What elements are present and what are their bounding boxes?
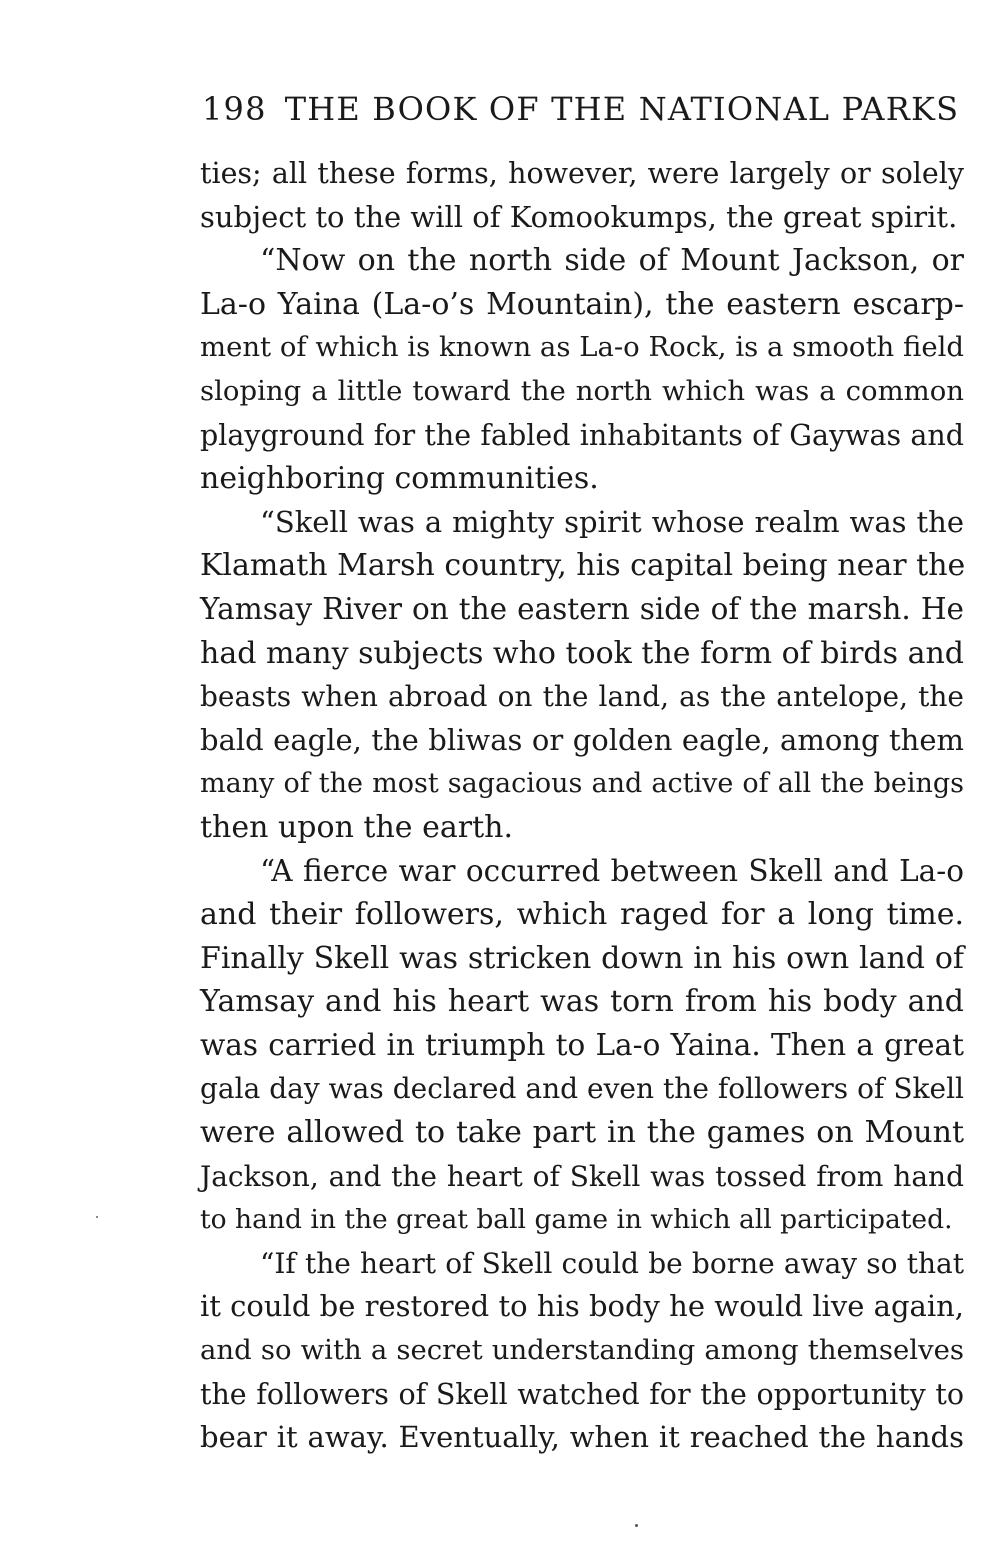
text-line: neighboring communities. bbox=[200, 461, 599, 497]
text-line: subject to the will of Komookumps, the great spirit. bbox=[200, 199, 958, 234]
text-line: to hand in the great ball game in which all participated. bbox=[200, 1204, 953, 1236]
text-line: and so with a secret understanding among themselves bbox=[200, 1334, 964, 1367]
text-line: the followers of Skell watched for the opportunity to bbox=[200, 1377, 964, 1411]
margin-speck bbox=[96, 1216, 98, 1218]
text-line: ties; all these forms, however, were largely or solely bbox=[200, 157, 964, 190]
text-line: La-o Yaina (La-o’s Mountain), the eastern escarp- bbox=[200, 286, 964, 322]
text-line: had many subjects who took the form of birds and bbox=[200, 635, 964, 671]
text-line: gala day was declared and even the followers of Skell bbox=[200, 1072, 964, 1106]
body-text bbox=[200, 152, 964, 1460]
paragraph-start-line: “If the heart of Skell could be borne away so that bbox=[260, 1246, 964, 1280]
text-line: then upon the earth. bbox=[200, 809, 513, 845]
text-line: Finally Skell was stricken down in his own land of bbox=[200, 940, 964, 976]
text-line: it could be restored to his body he would live again, bbox=[200, 1289, 964, 1324]
footer-speck bbox=[635, 1524, 638, 1527]
text-line: ment of which is known as La-o Rock, is a smooth field bbox=[200, 331, 964, 364]
text-line: many of the most sagacious and active of all the beings bbox=[200, 768, 964, 800]
text-line: were allowed to take part in the games on Mount bbox=[200, 1115, 964, 1151]
text-line: bear it away. Eventually, when it reached the hands bbox=[200, 1420, 964, 1455]
text-line: beasts when abroad on the land, as the antelope, the bbox=[200, 680, 964, 714]
text-line: was carried in triumph to La-o Yaina. Then a great bbox=[200, 1027, 964, 1062]
paragraph-start-line: “A fierce war occurred between Skell and La-o bbox=[260, 853, 964, 888]
text-line: Yamsay River on the eastern side of the marsh. He bbox=[200, 591, 964, 626]
paragraph-start-line: “Skell was a mighty spirit whose realm was the bbox=[260, 504, 964, 539]
text-line: Jackson, and the heart of Skell was tossed from hand bbox=[200, 1159, 964, 1193]
running-title: THE BOOK OF THE NATIONAL PARKS bbox=[284, 90, 960, 128]
text-line: playground for the fabled inhabitants of Gaywas and bbox=[200, 418, 964, 452]
running-head bbox=[202, 86, 964, 132]
text-line: Klamath Marsh country, his capital being near the bbox=[200, 548, 966, 584]
text-line: bald eagle, the bliwas or golden eagle, among them bbox=[200, 722, 964, 757]
text-line: sloping a little toward the north which was a common bbox=[200, 374, 964, 407]
text-line: and their followers, which raged for a long time. bbox=[200, 897, 964, 933]
paragraph-start-line: “Now on the north side of Mount Jackson, or bbox=[260, 243, 964, 279]
text-line: Yamsay and his heart was torn from his body and bbox=[200, 984, 964, 1020]
page-number: 198 bbox=[202, 90, 267, 128]
